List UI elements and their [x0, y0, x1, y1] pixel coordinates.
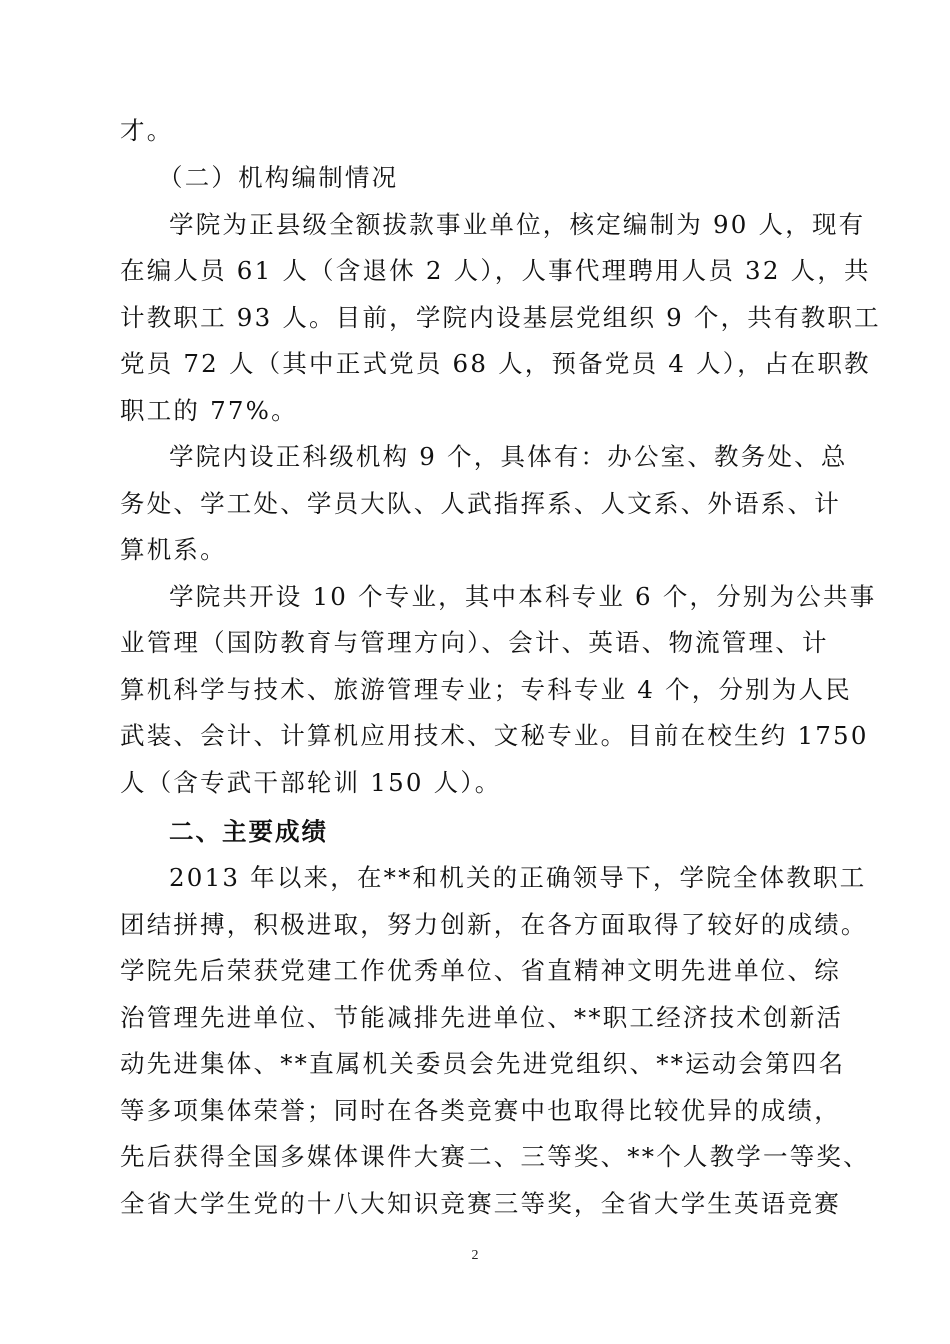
text-line: 职工的 77%。: [120, 396, 298, 425]
text-line: 2013 年以来，在**和机关的正确领导下，学院全体教职工: [169, 863, 867, 892]
text-line: 学院为正县级全额拔款事业单位，核定编制为 90 人，现有: [169, 210, 866, 239]
text-line: 算机科学与技术、旅游管理专业；专科专业 4 个，分别为人民: [120, 675, 852, 704]
text-line: 武装、会计、计算机应用技术、文秘专业。目前在校生约 1750: [120, 721, 869, 750]
text-line: （二）机构编制情况: [158, 163, 399, 192]
text-line: 党员 72 人（其中正式党员 68 人，预备党员 4 人），占在职教: [120, 349, 871, 378]
page-number: 2: [471, 1248, 479, 1263]
text-line: 学院先后荣获党建工作优秀单位、省直精神文明先进单位、综: [120, 956, 841, 985]
text-line: 等多项集体荣誉；同时在各类竞赛中也取得比较优异的成绩，: [120, 1096, 841, 1125]
text-line: 治管理先进单位、节能减排先进单位、**职工经济技术创新活: [120, 1003, 844, 1032]
section-heading: 二、主要成绩: [169, 817, 328, 846]
text-line: 务处、学工处、学员大队、人武指挥系、人文系、外语系、计: [120, 489, 841, 518]
text-line: 业管理（国防教育与管理方向）、会计、英语、物流管理、计: [120, 628, 829, 657]
text-line: 在编人员 61 人（含退休 2 人），人事代理聘用人员 32 人，共: [120, 256, 871, 285]
text-line: 动先进集体、**直属机关委员会先进党组织、**运动会第四名: [120, 1049, 846, 1078]
text-line: 学院内设正科级机构 9 个，具体有：办公室、教务处、总: [169, 442, 848, 471]
text-line: 算机系。: [120, 535, 227, 564]
text-line: 才。: [120, 116, 174, 145]
text-line: 人（含专武干部轮训 150 人）。: [120, 768, 502, 797]
text-line: 团结拼搏，积极进取，努力创新，在各方面取得了较好的成绩。: [120, 910, 868, 939]
text-line: 计教职工 93 人。目前，学院内设基层党组织 9 个，共有教职工: [120, 303, 881, 332]
text-line: 全省大学生党的十八大知识竞赛三等奖，全省大学生英语竞赛: [120, 1189, 841, 1218]
text-line: 先后获得全国多媒体课件大赛二、三等奖、**个人教学一等奖、: [120, 1142, 870, 1171]
text-line: 学院共开设 10 个专业，其中本科专业 6 个，分别为公共事: [169, 582, 877, 611]
